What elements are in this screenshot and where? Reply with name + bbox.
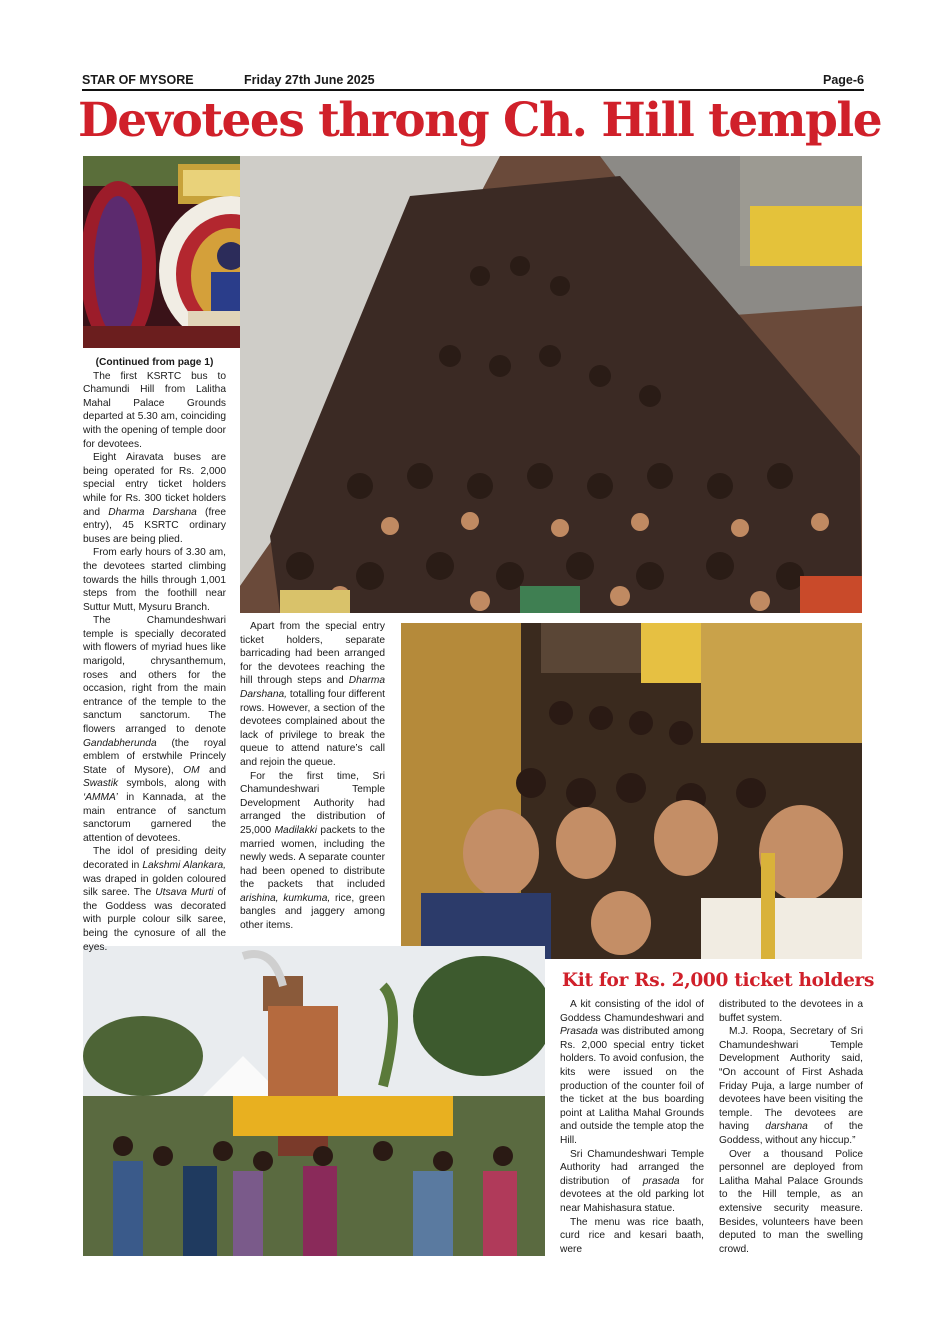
kit-story-column-1 xyxy=(560,998,704,1256)
statue-photo-art xyxy=(83,946,545,1256)
para-5: The idol of presiding deity decorated in Lakshmi Alankara, was draped in golden coloured silk saree. The Utsava Murti of the Goddess was decorated with purple colour silk saree, being the cynosure of all the eyes. xyxy=(83,846,226,953)
masthead xyxy=(82,71,864,89)
continued-note: (Continued from page 1) xyxy=(95,357,214,368)
para-3: From early hours of 3.30 am, the devotees started climbing towards the hills through 1,001 steps from the foothill near Suttur Mutt, Mysuru Branch. xyxy=(83,547,226,613)
para-1: The first KSRTC bus to Chamundi Hill from Lalitha Mahal Palace Grounds departed at 5.30 am, coinciding with the opening of temple door for devotees. xyxy=(83,370,226,450)
issue-date: Friday 27th June 2025 xyxy=(244,73,375,87)
temple-queue-photo-art xyxy=(401,623,862,959)
crowd-photo-art xyxy=(240,156,862,613)
kit-para-3: The menu was rice baath, curd rice and kesari baath, were xyxy=(560,1216,704,1255)
kit-para-6: Over a thousand Police personnel are deployed from Lalitha Mahal Palace Grounds to the Hill temple, as an extensive security measure. Besides, volunteers have been deputed to man the swelling crowd. xyxy=(719,1148,863,1255)
paper-name: STAR OF MYSORE xyxy=(82,73,194,87)
page-number: Page-6 xyxy=(823,73,864,87)
kit-para-1: A kit consisting of the idol of Goddess Chamundeshwari and Prasada was distributed among Rs. 2,000 special entry ticket holders. To avoid confusion, the kits were issued on the production of the counter foil of the ticket at the bus boarding point at Lalitha Mahal Grounds and outside the temple atop the Hill. xyxy=(560,999,704,1146)
para-6: Apart from the special entry ticket holders, separate barricading had been arranged for the devotees reaching the hill through steps and Dharma Darshana, totalling four different rows. However, a section of the devotees complained about the lack of privilege to break the queue to attend nature’s call and rejoin the queue. xyxy=(240,621,385,768)
para-2: Eight Airavata buses are being operated for Rs. 2,000 special entry ticket holders while for Rs. 300 ticket holders and Dharma Darshana (free entry), 45 KSRTC ordinary buses are being plied. xyxy=(83,452,227,545)
masthead-rule xyxy=(82,89,864,91)
temple-queue-photo xyxy=(401,623,862,959)
article-mid-column xyxy=(240,620,385,933)
kit-para-4: distributed to the devotees in a buffet system. xyxy=(719,999,863,1024)
article-left-column xyxy=(83,356,226,954)
kit-story-heading: Kit for Rs. 2,000 ticket holders xyxy=(562,970,875,991)
para-7: For the first time, Sri Chamundeshwari Temple Development Authority had arranged the distribution of 25,000 Madilakki packets to the married women, including the newly weds. A separate counter had been opened to distribute the packets that included arishina, kumkuma, rice, green bangles and jaggery among other items. xyxy=(240,770,385,932)
statue-photo xyxy=(83,946,545,1256)
kit-para-2: Sri Chamundeshwari Temple Authority had arranged the distribution of prasada for devotees at the old parking lot near Mahishasura statue. xyxy=(560,1148,704,1214)
kit-para-5: M.J. Roopa, Secretary of Sri Chamundeshwari Temple Development Authority said, “On account of First Ashada Friday Puja, a large number of devotees have been visiting the temple. The devotees are having darshana of the Goddess, without any hiccup.” xyxy=(719,1026,863,1146)
kit-story-column-2 xyxy=(719,998,863,1256)
para-4: The Chamundeshwari temple is specially decorated with flowers of myriad hues like marigold, chrysanthemum, roses and others for the occasion, right from the main entrance of the temple to the sanctum sanctorum. The flowers arranged to denote Gandabherunda (the royal emblem of erstwhile Princely State of Mysore), OM and Swastik symbols, along with ‘AMMA’ in Kannada, at the main entrance of sanctum sanctorum garnered the attention of devotees. xyxy=(83,615,226,844)
page-headline: Devotees throng Ch. Hill temple xyxy=(78,93,882,148)
crowd-photo xyxy=(240,156,862,613)
